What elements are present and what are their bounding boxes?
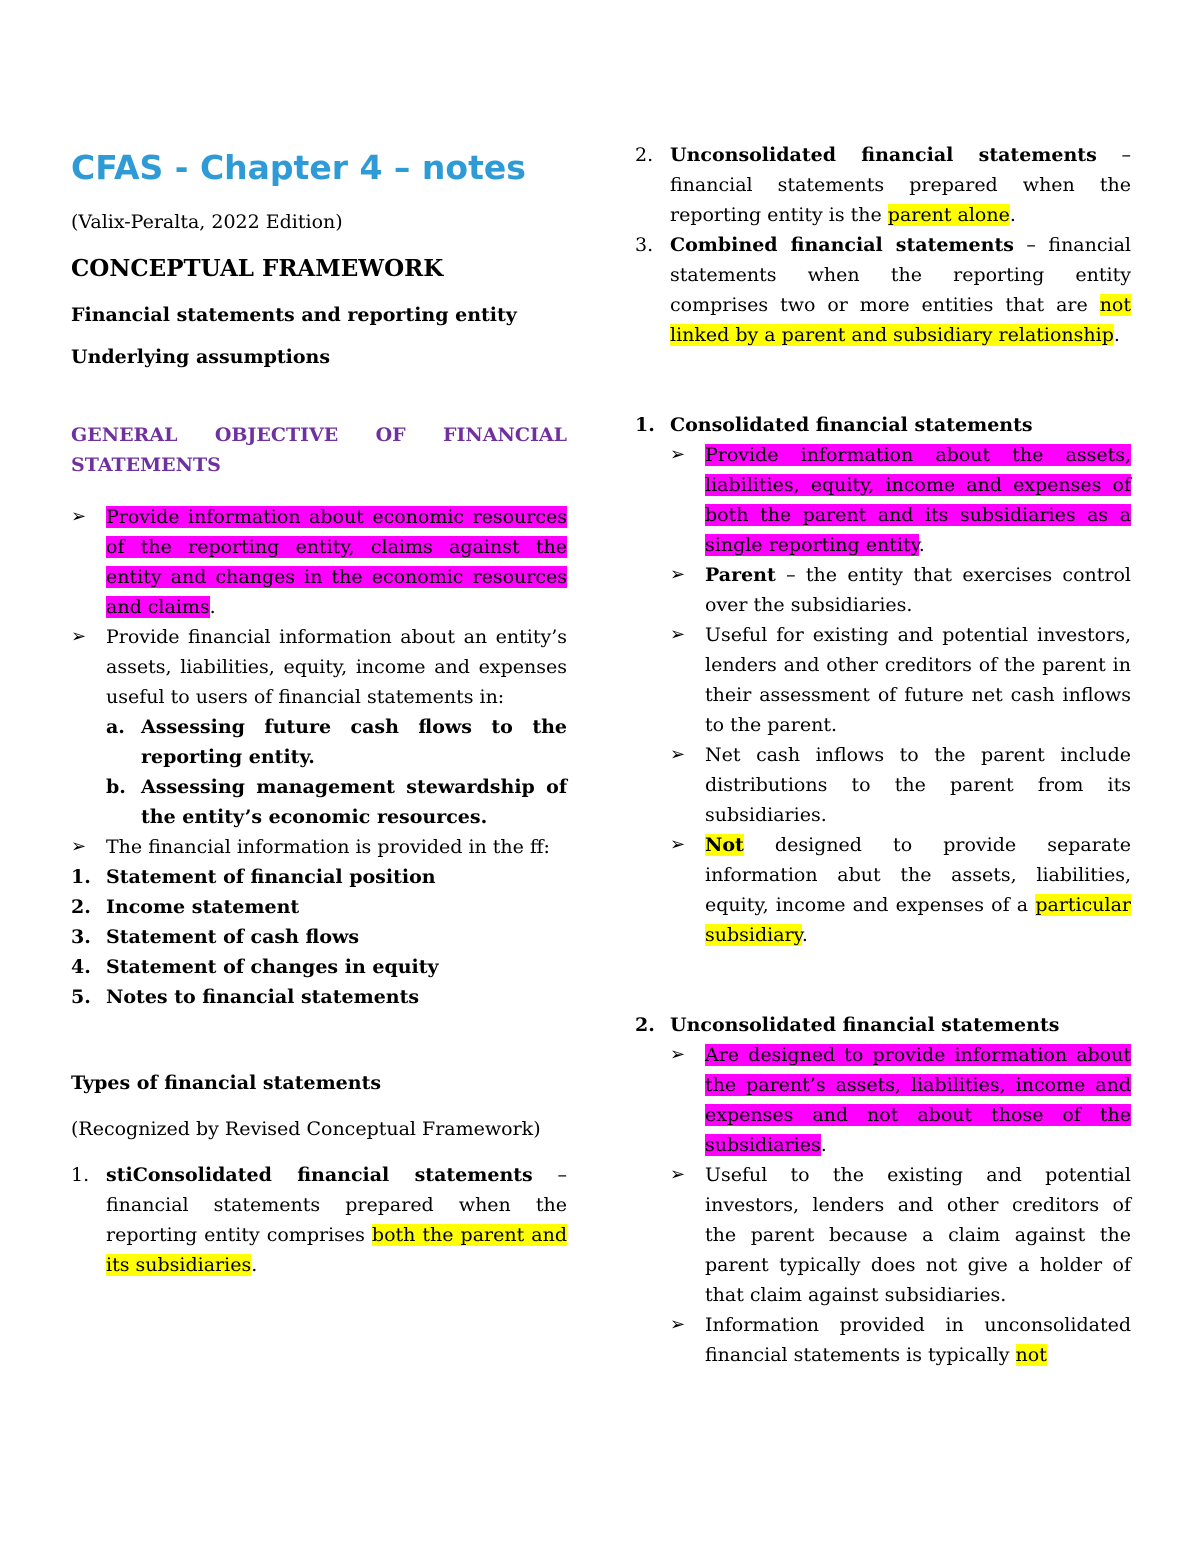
left-column bbox=[71, 140, 567, 1280]
list-item bbox=[71, 892, 567, 922]
period: . bbox=[918, 534, 925, 556]
list-item bbox=[71, 832, 567, 862]
section-heading-consolidated bbox=[635, 410, 1131, 440]
period: . bbox=[1009, 204, 1016, 226]
highlighted-text: Not bbox=[705, 834, 744, 856]
list-item bbox=[670, 830, 1131, 950]
period: . bbox=[801, 924, 808, 946]
section-heading-text: Unconsolidated financial statements bbox=[670, 1014, 1060, 1036]
bullet-text: Net cash inflows to the parent include distributions to the parent from its subsidiaries. bbox=[705, 744, 1131, 826]
list-item bbox=[670, 560, 1131, 620]
period: . bbox=[820, 1134, 827, 1156]
framework-heading: CONCEPTUAL FRAMEWORK bbox=[71, 255, 444, 282]
list-marker: 1. bbox=[71, 866, 91, 888]
term: stiConsolidated financial statements bbox=[106, 1164, 533, 1186]
bullet-text: Useful for existing and potential investors, lenders and other creditors of the parent in their assessment of future net cash inflows to the parent. bbox=[705, 624, 1131, 736]
list-item bbox=[106, 712, 567, 772]
highlighted-text: not bbox=[1015, 1344, 1047, 1366]
arrow-bullet-icon: ➢ bbox=[670, 1044, 686, 1065]
edition-note: (Valix-Peralta, 2022 Edition) bbox=[71, 211, 343, 233]
list-item bbox=[71, 982, 567, 1012]
objective-heading-line1: GENERAL OBJECTIVE OF FINANCIAL bbox=[71, 424, 567, 446]
arrow-bullet-icon: ➢ bbox=[71, 626, 87, 647]
definition-text: – financial statements prepared when the reporting entity comprises bbox=[106, 1164, 567, 1246]
list-item bbox=[71, 502, 567, 622]
unconsolidated-bullets bbox=[670, 1040, 1131, 1370]
period: . bbox=[251, 1254, 258, 1276]
bullet-text: The financial information is provided in the ff: bbox=[106, 836, 550, 858]
arrow-bullet-icon: ➢ bbox=[670, 1164, 686, 1185]
objective-heading bbox=[71, 420, 567, 480]
consolidated-bullets bbox=[670, 440, 1131, 950]
list-item bbox=[106, 772, 567, 832]
highlighted-text: particular subsidiary bbox=[705, 894, 1131, 946]
list-marker: 1. bbox=[635, 414, 655, 436]
term: Parent bbox=[705, 564, 776, 586]
subheading-underlying-assumptions: Underlying assumptions bbox=[71, 346, 331, 368]
list-item bbox=[670, 440, 1131, 560]
definition-text: – financial statements when the reporting entity comprises two or more entities that are bbox=[670, 234, 1131, 316]
types-subheading: (Recognized by Revised Conceptual Framework) bbox=[71, 1118, 541, 1140]
section-heading-unconsolidated bbox=[635, 1010, 1131, 1040]
term: Unconsolidated financial statements bbox=[670, 144, 1097, 166]
right-column bbox=[635, 140, 1131, 1370]
arrow-bullet-icon: ➢ bbox=[670, 444, 686, 465]
highlighted-text: parent alone bbox=[887, 204, 1010, 226]
list-text: Statement of cash flows bbox=[106, 926, 360, 948]
section-heading-text: Consolidated financial statements bbox=[670, 414, 1033, 436]
highlighted-text: Provide information about the assets, liabilities, equity, income and expenses of both the parent and its subsidiaries as a single reporting entity bbox=[705, 444, 1131, 556]
period: . bbox=[1113, 324, 1120, 346]
arrow-bullet-icon: ➢ bbox=[670, 744, 686, 765]
highlighted-text: Provide information about economic resources of the reporting entity, claims against the entity and changes in the economic resources and claims bbox=[106, 506, 567, 618]
list-marker: 3. bbox=[635, 234, 654, 256]
definition-text: – financial statements prepared when the reporting entity is the bbox=[670, 144, 1131, 226]
bullet-text: – the entity that exercises control over the subsidiaries. bbox=[705, 564, 1131, 616]
list-marker: a. bbox=[106, 716, 125, 738]
bullet-text: Information provided in unconsolidated financial statements is typically bbox=[705, 1314, 1131, 1366]
list-item bbox=[71, 622, 567, 712]
bullet-text: Useful to the existing and potential investors, lenders and other creditors of the parent because a claim against the parent typically does not give a holder of that claim against subsidiaries. bbox=[705, 1164, 1131, 1306]
list-text: Statement of financial position bbox=[106, 866, 436, 888]
list-item bbox=[670, 1040, 1131, 1160]
list-text: Income statement bbox=[106, 896, 300, 918]
highlighted-text: not linked by a parent and subsidiary relationship bbox=[670, 294, 1131, 346]
list-text: Assessing future cash flows to the reporting entity. bbox=[141, 716, 567, 768]
list-marker: 3. bbox=[71, 926, 91, 948]
list-marker: 5. bbox=[71, 986, 91, 1008]
period: . bbox=[209, 596, 216, 618]
list-marker: 2. bbox=[635, 1014, 655, 1036]
subheading-financial-statements: Financial statements and reporting entity bbox=[71, 304, 517, 326]
arrow-bullet-icon: ➢ bbox=[670, 834, 686, 855]
list-item bbox=[71, 1160, 567, 1280]
list-item bbox=[71, 922, 567, 952]
list-item bbox=[670, 740, 1131, 830]
list-marker: 2. bbox=[71, 896, 91, 918]
list-marker: 2. bbox=[635, 144, 654, 166]
list-marker: 1. bbox=[71, 1164, 90, 1186]
document-title: CFAS - Chapter 4 – notes bbox=[71, 148, 526, 187]
arrow-bullet-icon: ➢ bbox=[670, 564, 686, 585]
highlighted-text: both the parent and its subsidiaries bbox=[106, 1224, 567, 1276]
list-item bbox=[635, 140, 1131, 230]
list-marker: b. bbox=[106, 776, 126, 798]
list-marker: 4. bbox=[71, 956, 91, 978]
arrow-bullet-icon: ➢ bbox=[71, 506, 87, 527]
types-heading: Types of financial statements bbox=[71, 1072, 382, 1094]
list-item bbox=[635, 230, 1131, 350]
highlighted-text: Are designed to provide information about the parent’s assets, liabilities, income and expenses and not about those of the subsidiaries bbox=[705, 1044, 1131, 1156]
list-item bbox=[670, 620, 1131, 740]
arrow-bullet-icon: ➢ bbox=[670, 1314, 686, 1335]
arrow-bullet-icon: ➢ bbox=[71, 836, 87, 857]
objective-heading-line2: STATEMENTS bbox=[71, 454, 221, 476]
list-item bbox=[670, 1160, 1131, 1310]
arrow-bullet-icon: ➢ bbox=[670, 624, 686, 645]
bullet-text: Provide financial information about an entity’s assets, liabilities, equity, income and expenses useful to users of financial statements in: bbox=[106, 626, 567, 708]
term: Combined financial statements bbox=[670, 234, 1014, 256]
list-text: Notes to financial statements bbox=[106, 986, 420, 1008]
bullet-text: designed to provide separate information abut the assets, liabilities, equity, income and expenses of a bbox=[705, 834, 1131, 916]
list-text: Statement of changes in equity bbox=[106, 956, 439, 978]
list-item bbox=[670, 1310, 1131, 1370]
list-text: Assessing management stewardship of the entity’s economic resources. bbox=[141, 776, 567, 828]
list-item bbox=[71, 862, 567, 892]
list-item bbox=[71, 952, 567, 982]
